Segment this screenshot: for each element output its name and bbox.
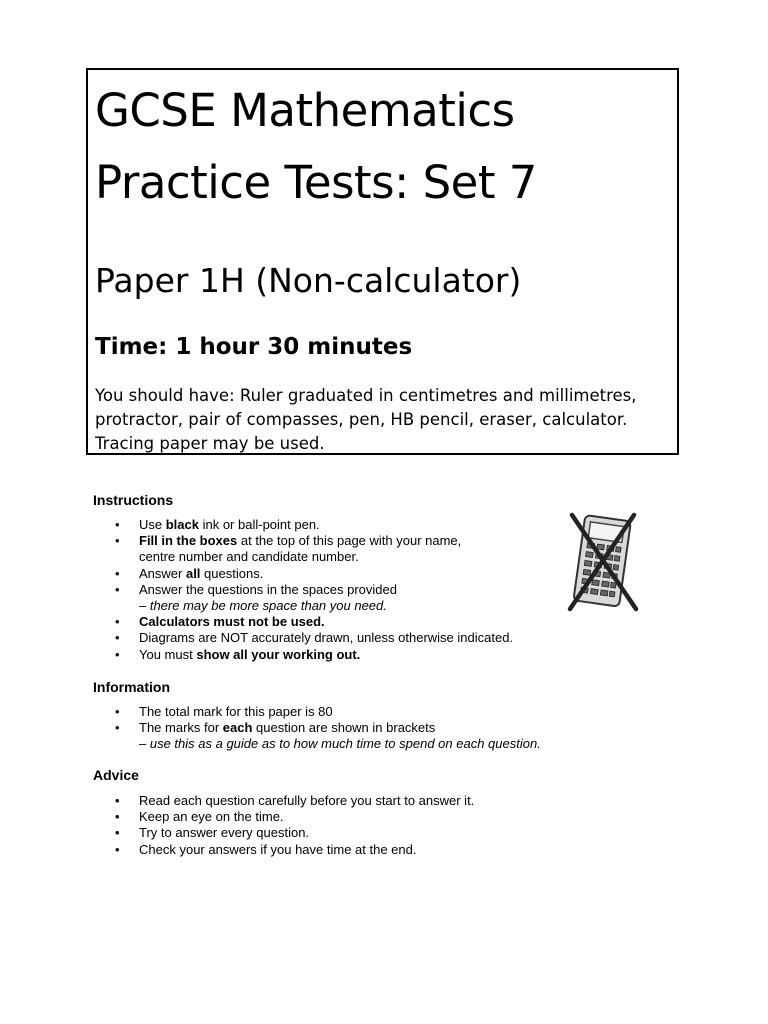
time-allowed: Time: 1 hour 30 minutes <box>95 334 413 360</box>
list-item: • Answer the questions in the spaces provided – there may be more space than you need. <box>115 582 513 614</box>
equipment-text: You should have: Ruler graduated in centimetres and millimetres, protractor, pair of compasses, pen, HB pencil, eraser, calculator. Tracing paper may be used. <box>95 386 637 453</box>
list-item: • You must show all your working out. <box>115 647 513 663</box>
list-item: • Read each question carefully before you start to answer it. <box>115 793 474 809</box>
information-list <box>115 704 541 753</box>
list-item: • Check your answers if you have time at the end. <box>115 842 474 858</box>
title-line-1: GCSE Mathematics <box>95 84 515 137</box>
cover-title-box <box>86 68 679 455</box>
list-item: • Keep an eye on the time. <box>115 809 474 825</box>
title-line-2: Practice Tests: Set 7 <box>95 156 537 209</box>
list-item: • Answer all questions. <box>115 566 513 582</box>
instructions-list <box>115 517 513 663</box>
advice-heading: Advice <box>93 767 139 783</box>
list-item: • Try to answer every question. <box>115 825 474 841</box>
list-item: • Fill in the boxes at the top of this page with your name, centre number and candidate number. <box>115 533 513 565</box>
paper-subtitle: Paper 1H (Non-calculator) <box>95 261 522 300</box>
information-heading: Information <box>93 679 170 695</box>
instructions-heading: Instructions <box>93 492 174 508</box>
list-item: • Use black ink or ball-point pen. <box>115 517 513 533</box>
list-item: • The total mark for this paper is 80 <box>115 704 541 720</box>
list-item: • The marks for each question are shown in brackets – use this as a guide as to how much time to spend on each question. <box>115 720 541 752</box>
list-item: • Calculators must not be used. <box>115 614 513 630</box>
list-item: • Diagrams are NOT accurately drawn, unless otherwise indicated. <box>115 630 513 646</box>
advice-list <box>115 793 474 858</box>
crossed-out-calculator-icon <box>566 512 640 612</box>
